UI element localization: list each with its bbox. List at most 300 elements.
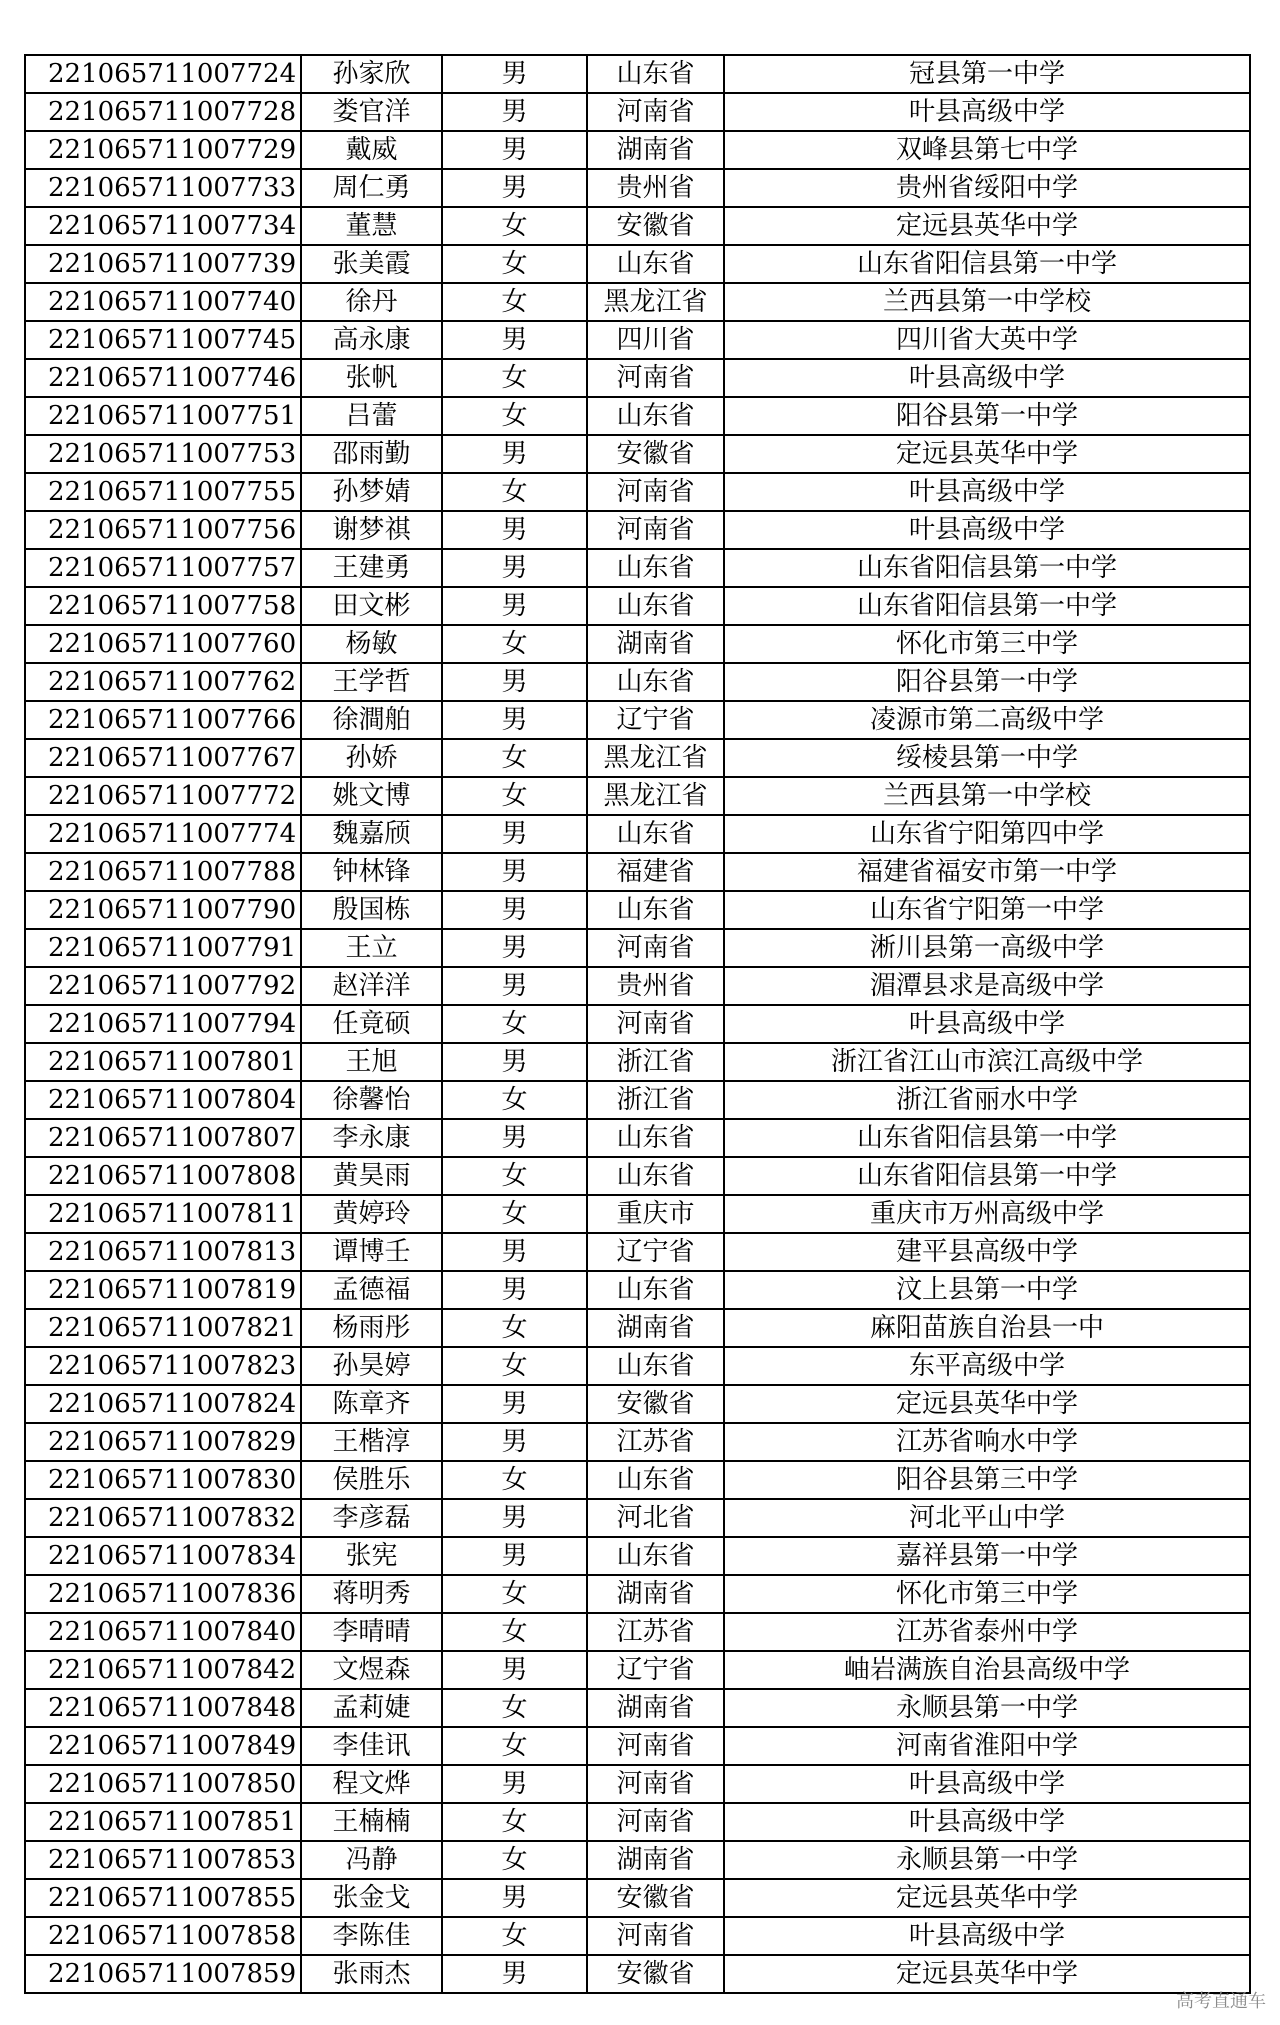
gender-cell: 男 [442,55,587,93]
province-cell: 贵州省 [587,169,724,207]
student-id-cell: 221065711007849 [25,1727,301,1765]
gender-cell: 男 [442,549,587,587]
name-cell: 孙家欣 [301,55,442,93]
gender-cell: 女 [442,207,587,245]
student-id-cell: 221065711007821 [25,1309,301,1347]
gender-cell: 男 [442,663,587,701]
table-row [25,929,1250,967]
student-id-cell: 221065711007851 [25,1803,301,1841]
school-cell: 阳谷县第一中学 [724,663,1250,701]
province-cell: 浙江省 [587,1081,724,1119]
student-id-cell: 221065711007724 [25,55,301,93]
student-id-cell: 221065711007729 [25,131,301,169]
table-row [25,55,1250,93]
gender-cell: 男 [442,853,587,891]
school-cell: 山东省阳信县第一中学 [724,549,1250,587]
table-row [25,549,1250,587]
gender-cell: 男 [442,1233,587,1271]
province-cell: 山东省 [587,663,724,701]
gender-cell: 女 [442,1689,587,1727]
gender-cell: 男 [442,511,587,549]
school-cell: 兰西县第一中学校 [724,777,1250,815]
school-cell: 叶县高级中学 [724,1917,1250,1955]
gender-cell: 女 [442,1461,587,1499]
province-cell: 河南省 [587,1727,724,1765]
gender-cell: 男 [442,1043,587,1081]
student-id-cell: 221065711007858 [25,1917,301,1955]
table-row [25,1157,1250,1195]
province-cell: 河南省 [587,1765,724,1803]
gender-cell: 男 [442,93,587,131]
student-id-cell: 221065711007842 [25,1651,301,1689]
province-cell: 浙江省 [587,1043,724,1081]
student-id-cell: 221065711007788 [25,853,301,891]
name-cell: 孙梦婧 [301,473,442,511]
gender-cell: 男 [442,131,587,169]
student-id-cell: 221065711007813 [25,1233,301,1271]
province-cell: 河北省 [587,1499,724,1537]
student-id-cell: 221065711007823 [25,1347,301,1385]
school-cell: 河北平山中学 [724,1499,1250,1537]
province-cell: 福建省 [587,853,724,891]
school-cell: 定远县英华中学 [724,1955,1250,1993]
province-cell: 安徽省 [587,435,724,473]
name-cell: 李彦磊 [301,1499,442,1537]
school-cell: 山东省宁阳第四中学 [724,815,1250,853]
province-cell: 山东省 [587,55,724,93]
province-cell: 辽宁省 [587,701,724,739]
name-cell: 殷国栋 [301,891,442,929]
name-cell: 杨敏 [301,625,442,663]
gender-cell: 女 [442,1309,587,1347]
table-row [25,169,1250,207]
gender-cell: 男 [442,1879,587,1917]
student-id-cell: 221065711007760 [25,625,301,663]
table-row [25,1613,1250,1651]
name-cell: 张宪 [301,1537,442,1575]
table-row [25,1309,1250,1347]
province-cell: 辽宁省 [587,1233,724,1271]
school-cell: 江苏省泰州中学 [724,1613,1250,1651]
school-cell: 山东省阳信县第一中学 [724,245,1250,283]
gender-cell: 男 [442,1955,587,1993]
name-cell: 杨雨彤 [301,1309,442,1347]
student-id-cell: 221065711007804 [25,1081,301,1119]
table-row [25,1955,1250,1993]
gender-cell: 女 [442,1347,587,1385]
student-id-cell: 221065711007774 [25,815,301,853]
province-cell: 安徽省 [587,1879,724,1917]
school-cell: 重庆市万州高级中学 [724,1195,1250,1233]
province-cell: 山东省 [587,397,724,435]
student-id-cell: 221065711007755 [25,473,301,511]
name-cell: 王学哲 [301,663,442,701]
table-row [25,1385,1250,1423]
school-cell: 东平高级中学 [724,1347,1250,1385]
name-cell: 徐馨怡 [301,1081,442,1119]
student-id-cell: 221065711007734 [25,207,301,245]
gender-cell: 女 [442,245,587,283]
watermark-text: 高考直通车 [1176,1991,1266,2012]
school-cell: 叶县高级中学 [724,1005,1250,1043]
student-id-cell: 221065711007739 [25,245,301,283]
student-id-cell: 221065711007824 [25,1385,301,1423]
table-row [25,131,1250,169]
name-cell: 王旭 [301,1043,442,1081]
table-row [25,1499,1250,1537]
name-cell: 徐澗舶 [301,701,442,739]
name-cell: 董慧 [301,207,442,245]
province-cell: 河南省 [587,929,724,967]
province-cell: 安徽省 [587,1385,724,1423]
school-cell: 浙江省丽水中学 [724,1081,1250,1119]
table-row [25,739,1250,777]
table-row [25,93,1250,131]
table-row [25,245,1250,283]
province-cell: 贵州省 [587,967,724,1005]
name-cell: 侯胜乐 [301,1461,442,1499]
student-table-body [25,55,1250,1993]
table-row [25,1043,1250,1081]
school-cell: 怀化市第三中学 [724,625,1250,663]
name-cell: 王楷淳 [301,1423,442,1461]
gender-cell: 男 [442,587,587,625]
name-cell: 魏嘉颀 [301,815,442,853]
student-id-cell: 221065711007807 [25,1119,301,1157]
table-row [25,1461,1250,1499]
gender-cell: 男 [442,1499,587,1537]
school-cell: 叶县高级中学 [724,511,1250,549]
table-row [25,967,1250,1005]
province-cell: 山东省 [587,1157,724,1195]
table-row [25,587,1250,625]
gender-cell: 男 [442,321,587,359]
gender-cell: 男 [442,1271,587,1309]
table-row [25,435,1250,473]
gender-cell: 女 [442,1727,587,1765]
province-cell: 湖南省 [587,131,724,169]
student-id-cell: 221065711007751 [25,397,301,435]
student-table [24,54,1251,1994]
name-cell: 娄官洋 [301,93,442,131]
province-cell: 河南省 [587,1803,724,1841]
student-id-cell: 221065711007756 [25,511,301,549]
student-id-cell: 221065711007829 [25,1423,301,1461]
province-cell: 河南省 [587,359,724,397]
student-id-cell: 221065711007728 [25,93,301,131]
school-cell: 浙江省江山市滨江高级中学 [724,1043,1250,1081]
province-cell: 辽宁省 [587,1651,724,1689]
gender-cell: 女 [442,283,587,321]
student-id-cell: 221065711007740 [25,283,301,321]
name-cell: 王立 [301,929,442,967]
school-cell: 建平县高级中学 [724,1233,1250,1271]
table-row [25,1765,1250,1803]
province-cell: 湖南省 [587,1309,724,1347]
student-id-cell: 221065711007791 [25,929,301,967]
table-row [25,663,1250,701]
table-row [25,891,1250,929]
gender-cell: 女 [442,473,587,511]
name-cell: 李陈佳 [301,1917,442,1955]
school-cell: 山东省阳信县第一中学 [724,1157,1250,1195]
province-cell: 湖南省 [587,1575,724,1613]
student-id-cell: 221065711007811 [25,1195,301,1233]
province-cell: 山东省 [587,1347,724,1385]
table-row [25,853,1250,891]
gender-cell: 男 [442,929,587,967]
school-cell: 定远县英华中学 [724,1879,1250,1917]
name-cell: 孙昊婷 [301,1347,442,1385]
gender-cell: 男 [442,1765,587,1803]
province-cell: 山东省 [587,1537,724,1575]
student-id-cell: 221065711007757 [25,549,301,587]
gender-cell: 女 [442,1841,587,1879]
province-cell: 山东省 [587,1271,724,1309]
province-cell: 山东省 [587,1461,724,1499]
name-cell: 任竟硕 [301,1005,442,1043]
province-cell: 河南省 [587,93,724,131]
table-row [25,1195,1250,1233]
province-cell: 山东省 [587,549,724,587]
student-id-cell: 221065711007855 [25,1879,301,1917]
school-cell: 湄潭县求是高级中学 [724,967,1250,1005]
school-cell: 叶县高级中学 [724,1765,1250,1803]
student-id-cell: 221065711007794 [25,1005,301,1043]
gender-cell: 男 [442,701,587,739]
table-row [25,1233,1250,1271]
gender-cell: 女 [442,1803,587,1841]
gender-cell: 男 [442,1537,587,1575]
name-cell: 孙娇 [301,739,442,777]
name-cell: 李晴晴 [301,1613,442,1651]
name-cell: 李佳讯 [301,1727,442,1765]
name-cell: 高永康 [301,321,442,359]
student-id-cell: 221065711007819 [25,1271,301,1309]
province-cell: 山东省 [587,815,724,853]
student-id-cell: 221065711007758 [25,587,301,625]
school-cell: 四川省大英中学 [724,321,1250,359]
name-cell: 孟德福 [301,1271,442,1309]
name-cell: 田文彬 [301,587,442,625]
name-cell: 戴威 [301,131,442,169]
province-cell: 河南省 [587,511,724,549]
student-id-cell: 221065711007772 [25,777,301,815]
student-id-cell: 221065711007745 [25,321,301,359]
student-id-cell: 221065711007850 [25,1765,301,1803]
table-row [25,207,1250,245]
gender-cell: 女 [442,739,587,777]
student-id-cell: 221065711007808 [25,1157,301,1195]
gender-cell: 男 [442,435,587,473]
school-cell: 江苏省响水中学 [724,1423,1250,1461]
table-row [25,1727,1250,1765]
province-cell: 安徽省 [587,1955,724,1993]
student-id-cell: 221065711007830 [25,1461,301,1499]
name-cell: 张金戈 [301,1879,442,1917]
name-cell: 钟林锋 [301,853,442,891]
school-cell: 岫岩满族自治县高级中学 [724,1651,1250,1689]
student-id-cell: 221065711007767 [25,739,301,777]
gender-cell: 男 [442,815,587,853]
province-cell: 山东省 [587,891,724,929]
gender-cell: 女 [442,1917,587,1955]
gender-cell: 男 [442,169,587,207]
school-cell: 定远县英华中学 [724,207,1250,245]
school-cell: 淅川县第一高级中学 [724,929,1250,967]
school-cell: 永顺县第一中学 [724,1841,1250,1879]
name-cell: 吕蕾 [301,397,442,435]
student-id-cell: 221065711007853 [25,1841,301,1879]
student-id-cell: 221065711007848 [25,1689,301,1727]
table-row [25,283,1250,321]
gender-cell: 女 [442,397,587,435]
table-row [25,1689,1250,1727]
name-cell: 陈章齐 [301,1385,442,1423]
school-cell: 凌源市第二高级中学 [724,701,1250,739]
name-cell: 赵洋洋 [301,967,442,1005]
gender-cell: 男 [442,1385,587,1423]
student-id-cell: 221065711007801 [25,1043,301,1081]
school-cell: 山东省阳信县第一中学 [724,587,1250,625]
gender-cell: 男 [442,1119,587,1157]
gender-cell: 女 [442,1081,587,1119]
gender-cell: 女 [442,1613,587,1651]
province-cell: 湖南省 [587,1689,724,1727]
province-cell: 安徽省 [587,207,724,245]
student-id-cell: 221065711007834 [25,1537,301,1575]
gender-cell: 女 [442,1195,587,1233]
student-id-cell: 221065711007832 [25,1499,301,1537]
table-row [25,1423,1250,1461]
table-row [25,1119,1250,1157]
table-row [25,815,1250,853]
school-cell: 山东省阳信县第一中学 [724,1119,1250,1157]
gender-cell: 女 [442,1575,587,1613]
school-cell: 嘉祥县第一中学 [724,1537,1250,1575]
province-cell: 黑龙江省 [587,777,724,815]
student-id-cell: 221065711007753 [25,435,301,473]
province-cell: 河南省 [587,1917,724,1955]
province-cell: 山东省 [587,1119,724,1157]
table-row [25,359,1250,397]
province-cell: 黑龙江省 [587,283,724,321]
name-cell: 张帆 [301,359,442,397]
school-cell: 阳谷县第一中学 [724,397,1250,435]
school-cell: 河南省淮阳中学 [724,1727,1250,1765]
gender-cell: 女 [442,777,587,815]
school-cell: 麻阳苗族自治县一中 [724,1309,1250,1347]
school-cell: 定远县英华中学 [724,1385,1250,1423]
name-cell: 黄昊雨 [301,1157,442,1195]
gender-cell: 女 [442,1005,587,1043]
name-cell: 谢梦祺 [301,511,442,549]
name-cell: 谭博壬 [301,1233,442,1271]
table-row [25,777,1250,815]
name-cell: 张美霞 [301,245,442,283]
table-row [25,1841,1250,1879]
school-cell: 兰西县第一中学校 [724,283,1250,321]
gender-cell: 女 [442,625,587,663]
student-id-cell: 221065711007792 [25,967,301,1005]
name-cell: 冯静 [301,1841,442,1879]
table-row [25,321,1250,359]
student-id-cell: 221065711007766 [25,701,301,739]
table-row [25,1005,1250,1043]
table-row [25,1651,1250,1689]
name-cell: 徐丹 [301,283,442,321]
gender-cell: 女 [442,359,587,397]
gender-cell: 男 [442,1651,587,1689]
student-id-cell: 221065711007859 [25,1955,301,1993]
student-id-cell: 221065711007762 [25,663,301,701]
school-cell: 双峰县第七中学 [724,131,1250,169]
student-id-cell: 221065711007733 [25,169,301,207]
name-cell: 李永康 [301,1119,442,1157]
name-cell: 文煜森 [301,1651,442,1689]
table-row [25,1803,1250,1841]
province-cell: 河南省 [587,473,724,511]
name-cell: 周仁勇 [301,169,442,207]
school-cell: 叶县高级中学 [724,93,1250,131]
table-row [25,1575,1250,1613]
school-cell: 山东省宁阳第一中学 [724,891,1250,929]
gender-cell: 男 [442,891,587,929]
student-id-cell: 221065711007840 [25,1613,301,1651]
province-cell: 山东省 [587,245,724,283]
table-row [25,1879,1250,1917]
school-cell: 汶上县第一中学 [724,1271,1250,1309]
table-row [25,1347,1250,1385]
name-cell: 王楠楠 [301,1803,442,1841]
table-row [25,1537,1250,1575]
province-cell: 山东省 [587,587,724,625]
school-cell: 冠县第一中学 [724,55,1250,93]
table-row [25,473,1250,511]
table-row [25,1917,1250,1955]
table-row [25,1271,1250,1309]
table-row [25,625,1250,663]
name-cell: 孟莉婕 [301,1689,442,1727]
gender-cell: 女 [442,1157,587,1195]
school-cell: 叶县高级中学 [724,473,1250,511]
school-cell: 叶县高级中学 [724,359,1250,397]
student-id-cell: 221065711007836 [25,1575,301,1613]
name-cell: 姚文博 [301,777,442,815]
province-cell: 四川省 [587,321,724,359]
province-cell: 黑龙江省 [587,739,724,777]
name-cell: 王建勇 [301,549,442,587]
student-id-cell: 221065711007746 [25,359,301,397]
province-cell: 江苏省 [587,1423,724,1461]
name-cell: 张雨杰 [301,1955,442,1993]
name-cell: 黄婷玲 [301,1195,442,1233]
school-cell: 定远县英华中学 [724,435,1250,473]
school-cell: 阳谷县第三中学 [724,1461,1250,1499]
name-cell: 蒋明秀 [301,1575,442,1613]
province-cell: 重庆市 [587,1195,724,1233]
school-cell: 永顺县第一中学 [724,1689,1250,1727]
school-cell: 怀化市第三中学 [724,1575,1250,1613]
table-row [25,1081,1250,1119]
name-cell: 程文烨 [301,1765,442,1803]
school-cell: 福建省福安市第一中学 [724,853,1250,891]
province-cell: 河南省 [587,1005,724,1043]
school-cell: 绥棱县第一中学 [724,739,1250,777]
table-row [25,397,1250,435]
province-cell: 江苏省 [587,1613,724,1651]
name-cell: 邵雨勤 [301,435,442,473]
